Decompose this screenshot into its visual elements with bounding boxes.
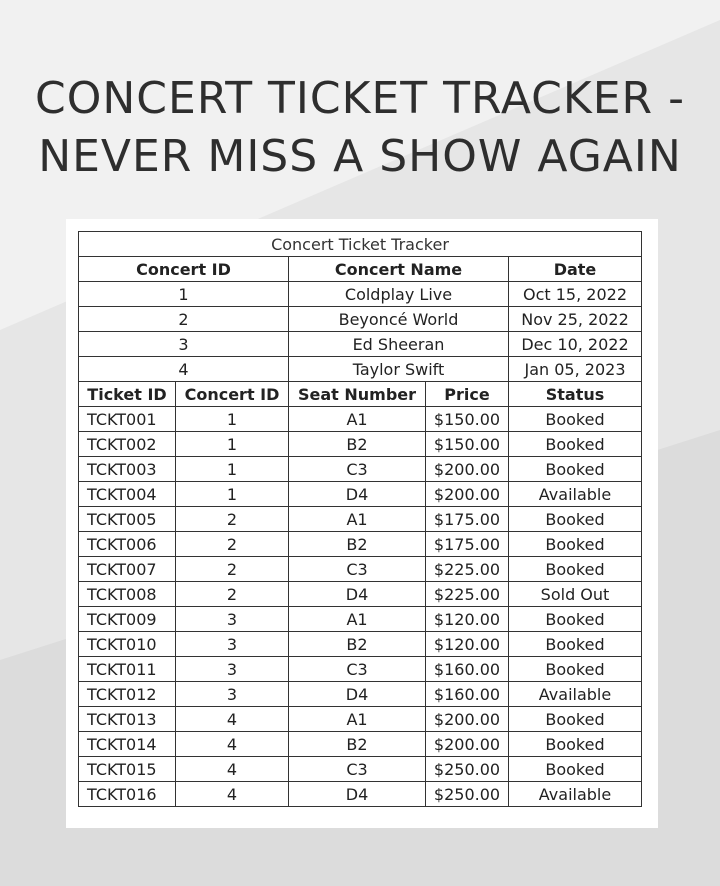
- ticket-row: [79, 407, 642, 432]
- ticket-concert-id-cell: 3: [176, 607, 289, 632]
- ticket-concert-id-cell: 1: [176, 482, 289, 507]
- ticket-id-cell: TCKT016: [79, 782, 176, 807]
- status-cell: Available: [509, 782, 642, 807]
- price-cell: $120.00: [426, 632, 509, 657]
- price-cell: $175.00: [426, 532, 509, 557]
- ticket-row: [79, 607, 642, 632]
- ticket-row: [79, 482, 642, 507]
- seat-number-cell: A1: [289, 507, 426, 532]
- concert-id-cell: 1: [79, 282, 289, 307]
- ticket-table: [78, 231, 642, 807]
- ticket-concert-id-cell: 1: [176, 457, 289, 482]
- concert-date-cell: Oct 15, 2022: [509, 282, 642, 307]
- ticket-row: [79, 632, 642, 657]
- concert-id-cell: 2: [79, 307, 289, 332]
- tickets-header-concert-id: Concert ID: [176, 382, 289, 407]
- ticket-row: [79, 732, 642, 757]
- ticket-row: [79, 657, 642, 682]
- seat-number-cell: B2: [289, 432, 426, 457]
- concert-name-cell: Beyoncé World: [289, 307, 509, 332]
- ticket-id-cell: TCKT003: [79, 457, 176, 482]
- status-cell: Sold Out: [509, 582, 642, 607]
- concert-row: [79, 307, 642, 332]
- ticket-row: [79, 757, 642, 782]
- ticket-id-cell: TCKT012: [79, 682, 176, 707]
- status-cell: Booked: [509, 532, 642, 557]
- status-cell: Booked: [509, 507, 642, 532]
- price-cell: $175.00: [426, 507, 509, 532]
- status-cell: Booked: [509, 407, 642, 432]
- concert-row: [79, 332, 642, 357]
- status-cell: Booked: [509, 607, 642, 632]
- concert-date-cell: Dec 10, 2022: [509, 332, 642, 357]
- ticket-id-cell: TCKT009: [79, 607, 176, 632]
- seat-number-cell: D4: [289, 682, 426, 707]
- seat-number-cell: D4: [289, 582, 426, 607]
- status-cell: Available: [509, 482, 642, 507]
- ticket-id-cell: TCKT006: [79, 532, 176, 557]
- concert-id-cell: 3: [79, 332, 289, 357]
- ticket-id-cell: TCKT002: [79, 432, 176, 457]
- ticket-row: [79, 782, 642, 807]
- price-cell: $250.00: [426, 757, 509, 782]
- price-cell: $160.00: [426, 657, 509, 682]
- price-cell: $150.00: [426, 432, 509, 457]
- page-headline: [0, 70, 720, 186]
- status-cell: Booked: [509, 732, 642, 757]
- seat-number-cell: B2: [289, 532, 426, 557]
- ticket-id-cell: TCKT010: [79, 632, 176, 657]
- ticket-id-cell: TCKT007: [79, 557, 176, 582]
- spreadsheet-paper: [66, 219, 658, 828]
- seat-number-cell: C3: [289, 557, 426, 582]
- ticket-id-cell: TCKT015: [79, 757, 176, 782]
- seat-number-cell: D4: [289, 782, 426, 807]
- tickets-header-seat-number: Seat Number: [289, 382, 426, 407]
- ticket-concert-id-cell: 3: [176, 632, 289, 657]
- concerts-header-row: [79, 257, 642, 282]
- concert-id-cell: 4: [79, 357, 289, 382]
- ticket-row: [79, 507, 642, 532]
- seat-number-cell: C3: [289, 757, 426, 782]
- seat-number-cell: C3: [289, 457, 426, 482]
- seat-number-cell: A1: [289, 707, 426, 732]
- ticket-concert-id-cell: 4: [176, 732, 289, 757]
- tickets-header-status: Status: [509, 382, 642, 407]
- price-cell: $200.00: [426, 457, 509, 482]
- ticket-row: [79, 582, 642, 607]
- concerts-header-concert-name: Concert Name: [289, 257, 509, 282]
- seat-number-cell: B2: [289, 632, 426, 657]
- concert-name-cell: Ed Sheeran: [289, 332, 509, 357]
- concert-date-cell: Nov 25, 2022: [509, 307, 642, 332]
- ticket-id-cell: TCKT004: [79, 482, 176, 507]
- headline-line-1: CONCERT TICKET TRACKER -: [35, 73, 685, 124]
- ticket-id-cell: TCKT005: [79, 507, 176, 532]
- concert-date-cell: Jan 05, 2023: [509, 357, 642, 382]
- status-cell: Booked: [509, 657, 642, 682]
- ticket-concert-id-cell: 2: [176, 557, 289, 582]
- tickets-header-row: [79, 382, 642, 407]
- price-cell: $200.00: [426, 732, 509, 757]
- ticket-concert-id-cell: 1: [176, 407, 289, 432]
- ticket-id-cell: TCKT001: [79, 407, 176, 432]
- price-cell: $200.00: [426, 482, 509, 507]
- price-cell: $225.00: [426, 582, 509, 607]
- status-cell: Booked: [509, 432, 642, 457]
- price-cell: $160.00: [426, 682, 509, 707]
- status-cell: Booked: [509, 707, 642, 732]
- ticket-id-cell: TCKT014: [79, 732, 176, 757]
- ticket-concert-id-cell: 2: [176, 582, 289, 607]
- seat-number-cell: B2: [289, 732, 426, 757]
- status-cell: Booked: [509, 757, 642, 782]
- tickets-header-ticket-id: Ticket ID: [79, 382, 176, 407]
- ticket-concert-id-cell: 3: [176, 682, 289, 707]
- concerts-header-concert-id: Concert ID: [79, 257, 289, 282]
- seat-number-cell: C3: [289, 657, 426, 682]
- ticket-row: [79, 682, 642, 707]
- seat-number-cell: A1: [289, 407, 426, 432]
- concert-name-cell: Coldplay Live: [289, 282, 509, 307]
- ticket-concert-id-cell: 4: [176, 757, 289, 782]
- ticket-concert-id-cell: 4: [176, 782, 289, 807]
- price-cell: $150.00: [426, 407, 509, 432]
- ticket-row: [79, 532, 642, 557]
- price-cell: $120.00: [426, 607, 509, 632]
- sheet-title-row: [79, 232, 642, 257]
- price-cell: $250.00: [426, 782, 509, 807]
- ticket-id-cell: TCKT011: [79, 657, 176, 682]
- ticket-id-cell: TCKT013: [79, 707, 176, 732]
- ticket-row: [79, 432, 642, 457]
- status-cell: Available: [509, 682, 642, 707]
- ticket-concert-id-cell: 2: [176, 532, 289, 557]
- ticket-row: [79, 557, 642, 582]
- ticket-concert-id-cell: 4: [176, 707, 289, 732]
- ticket-concert-id-cell: 1: [176, 432, 289, 457]
- ticket-row: [79, 707, 642, 732]
- concert-row: [79, 282, 642, 307]
- ticket-id-cell: TCKT008: [79, 582, 176, 607]
- status-cell: Booked: [509, 557, 642, 582]
- concert-name-cell: Taylor Swift: [289, 357, 509, 382]
- price-cell: $225.00: [426, 557, 509, 582]
- ticket-concert-id-cell: 2: [176, 507, 289, 532]
- tickets-header-price: Price: [426, 382, 509, 407]
- concerts-header-date: Date: [509, 257, 642, 282]
- headline-line-2: NEVER MISS A SHOW AGAIN: [38, 131, 682, 182]
- sheet-title: Concert Ticket Tracker: [79, 232, 642, 257]
- status-cell: Booked: [509, 457, 642, 482]
- seat-number-cell: A1: [289, 607, 426, 632]
- concert-row: [79, 357, 642, 382]
- status-cell: Booked: [509, 632, 642, 657]
- ticket-concert-id-cell: 3: [176, 657, 289, 682]
- seat-number-cell: D4: [289, 482, 426, 507]
- ticket-row: [79, 457, 642, 482]
- price-cell: $200.00: [426, 707, 509, 732]
